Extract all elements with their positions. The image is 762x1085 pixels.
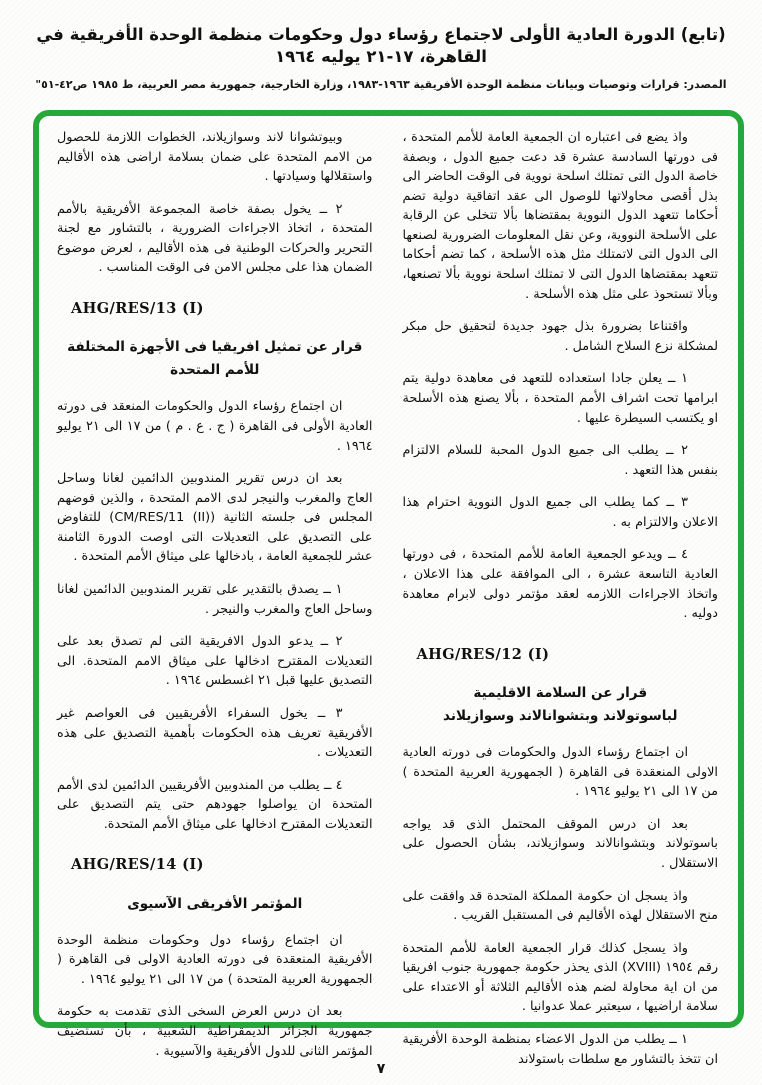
- paragraph: واذ يضع فى اعتباره ان الجمعية العامة للأمم المتحدة ، فى دورتها السادسة عشرة قد دعت جميع الدول ، وبصفة خاصة الدول التى تمتلك اسلحة نووية فى الوقت الحاضر الى بذل أقصى محاولاتها للوصول الى عقد اتفاقية دولية تضم أحكاما تتعهد الدول النووية بمقتضاها بألا تتخلى عن الرقابة على الأسلحة النووية، وعن نقل المعلومات الضرورية لصنعها الى الدول التى لاتمتلك مثل هذه الأسلحة ، كما تضم أحكاما تتعهد بمقتضاها الدول التى لا تمتلك اسلحة نووية بألا تصنعها، وبألا تستحوذ على مثل هذه الأسلحة .: [402, 130, 718, 302]
- paragraph: ١ ــ يطلب من الدول الاعضاء بمنظمة الوحدة الأفريقية ان تتخذ بالتشاور مع سلطات باستولاند: [402, 1032, 718, 1067]
- paragraph: بعد ان درس تقرير المندوبين الدائمين لغانا وساحل العاج والمغرب والنيجر لدى الامم المتحدة ، والذين فوضهم المجلس فى جلسته الثانية (CM/RES/11 (II)) للتفاوض على التصديق على التعديلات التى اوصت الدورة الثامنة عشر للجمعية العامة ، بادخالها على ميثاق الأمم المتحدة .: [57, 471, 373, 565]
- resolution-heading: قرار عن السلامة الاقليمية لباسوتولاند وبتشوانالاند وسوازيلاند: [443, 684, 678, 724]
- column-left: [57, 128, 373, 1059]
- paragraph: واقتناعا بضرورة بذل جهود جديدة لتحقيق حل مبكر لمشكلة نزع السلاح الشامل .: [402, 319, 718, 354]
- paragraph: ان اجتماع رؤساء دول وحكومات منظمة الوحدة الأفريقية المنعقدة فى دورته العادية الاولى فى القاهرة ( الجمهورية العربية المتحدة ) من ١٧ الى ٢١ يوليو ١٩٦٤ .: [57, 932, 373, 987]
- paragraph: ٢ ــ يطلب الى جميع الدول المحبة للسلام الالتزام بنفس هذا التعهد .: [402, 443, 718, 478]
- paragraph: بعد ان درس الموقف المحتمل الذى قد يواجه باسوتولاند وبتشوانالاند وسوازيلاند، بشأن الحصول على الاستقلال .: [402, 816, 718, 871]
- page-header: [0, 0, 762, 91]
- paragraph: ان اجتماع رؤساء الدول والحكومات فى دورته العادية الاولى المنعقدة فى القاهرة ( الجمهورية العربية المتحدة ) من ١٧ الى ٢١ يوليو ١٩٦٤ .: [402, 745, 718, 800]
- two-column-layout: [39, 116, 738, 1067]
- paragraph: وبيوتشوانا لاند وسوازيلاند، الخطوات اللازمة للحصول من الامم المتحدة على ضمان بسلامة اراضى هذه الأقاليم واستقلالها وسيادتها .: [57, 130, 373, 185]
- paragraph: ٢ ــ يخول بصفة خاصة المجموعة الأفريقية بالأمم المتحدة ، اتخاذ الاجراءات الضرورية ، بالتشاور مع لجنة التحرير والحركات الوطنية فى هذه الأقاليم ، لعرض موضوع الضمان هذا على مجلس الامن فى الوقت المناسب .: [57, 201, 373, 276]
- page-number: ٧: [376, 1061, 386, 1077]
- paragraph: ان اجتماع رؤساء الدول والحكومات المنعقد فى دورته العادية الأولى فى القاهرة ( ج . ع . م ) من ١٧ الى ٢١ يوليو ١٩٦٤ .: [57, 399, 373, 454]
- paragraph: ١ ــ يعلن جادا استعداده للتعهد فى معاهدة دولية يتم ابرامها تحت اشراف الأمم المتحدة ، بألا يصنع هذه الأسلحة او يكتسب السيطرة عليها .: [402, 371, 718, 426]
- document-source-line: المصدر: قرارات وتوصيات وبيانات منظمة الوحدة الأفريقية ١٩٦٣-١٩٨٣، وزارة الخارجية، جمهورية مصر العربية، ط ١٩٨٥ ص٤٢-٥١": [35, 77, 727, 91]
- resolution-ref: AHG/RES/12 (I): [416, 645, 550, 663]
- paragraph: واذ يسجل كذلك قرار الجمعية العامة للأمم المتحدة رقم ١٩٥٤ (XVIII) الذى يحذر حكومة جمهورية جنوب افريقيا من ان اية محاولة لضم هذه الأقاليم الثلاثة أو الاعتداء على سلامة اراضيها ، سيعتبر عملا عدوانيا .: [402, 940, 719, 1015]
- resolution-ref: AHG/RES/13 (I): [71, 300, 204, 318]
- content-frame: [33, 110, 744, 1067]
- page-footer: [0, 1058, 762, 1077]
- document-title: (تابع) الدورة العادية الأولى لاجتماع رؤساء دول وحكومات منظمة الوحدة الأفريقية في القاهرة، ١٧-٢١ يوليه ١٩٦٤: [36, 25, 726, 67]
- paragraph: ٣ ــ كما يطلب الى جميع الدول النووية احترام هذا الاعلان والالتزام به .: [402, 495, 718, 530]
- resolution-ref: AHG/RES/14 (I): [71, 856, 204, 874]
- paragraph: ٤ ــ يطلب من المندوبين الأفريقيين الدائمين لدى الأمم المتحدة ان يواصلوا جهودهم حتى يتم التصديق على التعديلات المقترح ادخالها على ميثاق الأمم المتحدة.: [57, 777, 373, 832]
- resolution-heading: المؤتمر الأفريقى الآسيوى: [127, 895, 303, 912]
- paragraph: ٢ ــ يدعو الدول الافريقية التى لم تصدق بعد على التعديلات المقترح ادخالها على ميثاق الامم المتحدة. الى التصديق عليها قبل ٢١ اغسطس ١٩٦٤ .: [57, 634, 373, 689]
- paragraph: واذ يسجل ان حكومة المملكة المتحدة قد وافقت على منح الاستقلال لهذه الأقاليم فى المستقبل القريب .: [402, 888, 718, 924]
- paragraph: ١ ــ يصدق بالتقدير على تقرير المندوبين الدائمين لغانا وساحل العاج والمغرب والنيجر .: [57, 582, 373, 617]
- paragraph: بعد ان درس العرض السخى الذى تقدمت به حكومة جمهورية الجزائر الديمقراطية الشعبية ، بأن تستضيف المؤتمر الثانى للدول الأفريقية والآسيوية .: [57, 1004, 373, 1059]
- paragraph: ٤ ــ ويدعو الجمعية العامة للأمم المتحدة ، فى دورتها العادية التاسعة عشرة ، الى الموافقة على هذا الاعلان ، واتخاذ الاجراءات اللازمه لعقد مؤتمر دولى لابرام معاهدة دوليه .: [402, 547, 718, 622]
- resolution-heading: قرار عن تمثيل افريقيا فى الأجهزة المختلفة للأمم المتحدة: [67, 339, 363, 379]
- column-right: [402, 128, 719, 1067]
- paragraph: ٣ ــ يخول السفراء الأفريقيين فى العواصم غير الأفريقية تعريف هذه الحكومات بأهمية التصديق على هذه التعديلات .: [57, 705, 373, 761]
